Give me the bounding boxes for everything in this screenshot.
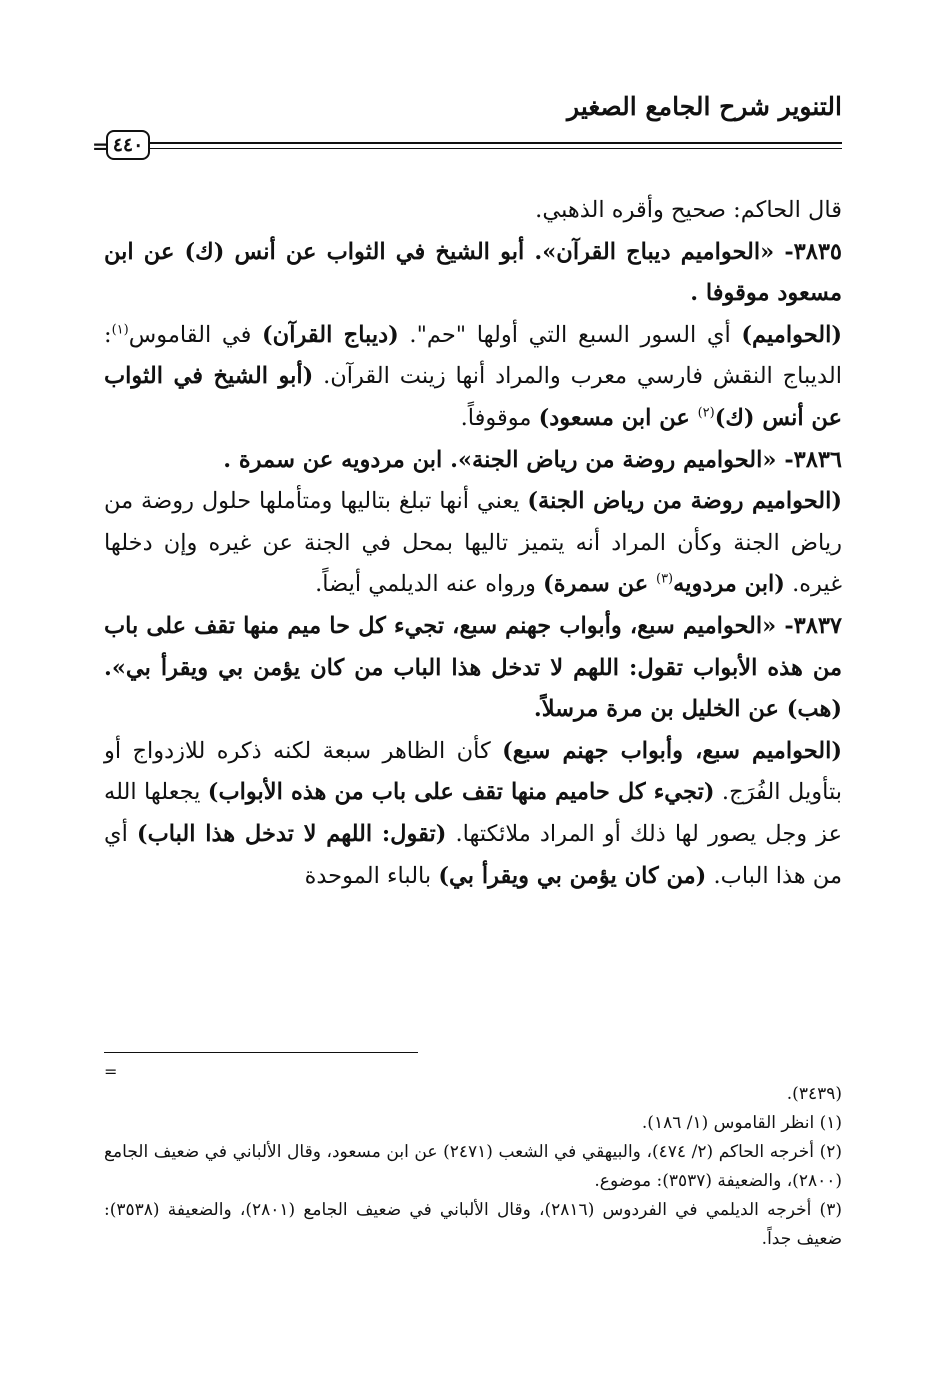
- paragraph-hakim: قال الحاكم: صحيح وأقره الذهبي.: [535, 197, 842, 223]
- footnotes: [104, 1080, 842, 1254]
- footnote-3: (٣) أخرجه الديلمي في الفردوس (٢٨١٦)، وقال الألباني في ضعيف الجامع (٢٨٠١)، والضعيفة (٣٥٣٨): ضعيف جداً.: [104, 1200, 842, 1249]
- footnote-2: (٢) أخرجه الحاكم (٢/ ٤٧٤)، والبيهقي في الشعب (٢٤٧١) عن ابن مسعود، وقال الألباني في ضعيف الجامع (٢٨٠٠)، والضعيفة (٣٥٣٧): موضوع.: [104, 1142, 842, 1191]
- footnote-separator: [104, 1052, 418, 1053]
- commentary-3835: (الحواميم) أي السور السبع التي أولها "حم". (ديباج القرآن) في القاموس$^{(١)}$: الديباج النقش فارسي معرب والمراد أنها زينت القرآن. (أبو الشيخ في الثواب عن أنس (ك)$^{(٢)}$ عن ابن مسعود) موقوفاً.: [104, 321, 842, 431]
- hadith-3835: [104, 232, 842, 315]
- footnote-ref-1[interactable]: (١): [111, 322, 129, 338]
- hadith-3836: [104, 440, 842, 482]
- hadith-3837: [104, 606, 842, 731]
- hadith-text: «الحواميم ديباج القرآن». أبو الشيخ في الثواب عن أنس (ك) عن ابن مسعود موقوفا .: [104, 238, 842, 307]
- commentary-3836: (الحواميم روضة من رياض الجنة) يعني أنها تبلغ بتاليها ومتأملها حلول روضة من رياض الجنة وكأن المراد أنه يتميز تاليها بمحل في الجنة عن غيره وإن دخلها غيره. (ابن مردويه$^{(٣)}$ عن سمرة) ورواه عنه الديلمي أيضاً.: [104, 488, 842, 598]
- main-text: [104, 190, 842, 897]
- hadith-number: ٣٨٣٥-: [774, 238, 843, 265]
- hadith-number: ٣٨٣٦-: [776, 446, 842, 473]
- header-rule-thin: [148, 148, 842, 149]
- commentary-3837: (الحواميم سبع، وأبواب جهنم سبع) كأن الظاهر سبعة لكنه ذكره للازدواج أو بتأويل الفُرَج. (تجيء كل حاميم منها تقف على باب من هذه الأبواب) يجعلها الله عز وجل يصور لها ذلك أو المراد ملائكتها. (تقول: اللهم لا تدخل هذا الباب) أي من هذا الباب. (من كان يؤمن بي ويقرأ بي) بالباء الموحدة: [104, 737, 843, 889]
- footnote-continuation-mark: =: [104, 1062, 118, 1081]
- page-number: ٤٤٠: [106, 130, 150, 160]
- header-rule-thick: [148, 142, 842, 144]
- hadith-text: «الحواميم روضة من رياض الجنة». ابن مردويه عن سمرة .: [223, 446, 777, 473]
- footnote-ref-3[interactable]: (٣): [655, 571, 674, 587]
- footnote-1: (١) انظر القاموس (١/ ١٨٦).: [641, 1113, 842, 1133]
- page-number-cap: =: [92, 134, 109, 158]
- hadith-text: «الحواميم سبع، وأبواب جهنم سبع، تجيء كل حا ميم منها تقف على باب من هذه الأبواب تقول: اللهم لا تدخل هذا الباب من كان يؤمن بي ويقرأ بي».: [104, 612, 842, 681]
- footnote-continuation: (٣٤٣٩).: [786, 1084, 842, 1104]
- footnote-ref-2[interactable]: (٢): [697, 405, 715, 421]
- running-title: التنوير شرح الجامع الصغير: [567, 92, 842, 121]
- hadith-source: (هب) عن الخليل بن مرة مرسلاً.: [533, 696, 842, 723]
- hadith-number: ٣٨٣٧-: [776, 612, 843, 639]
